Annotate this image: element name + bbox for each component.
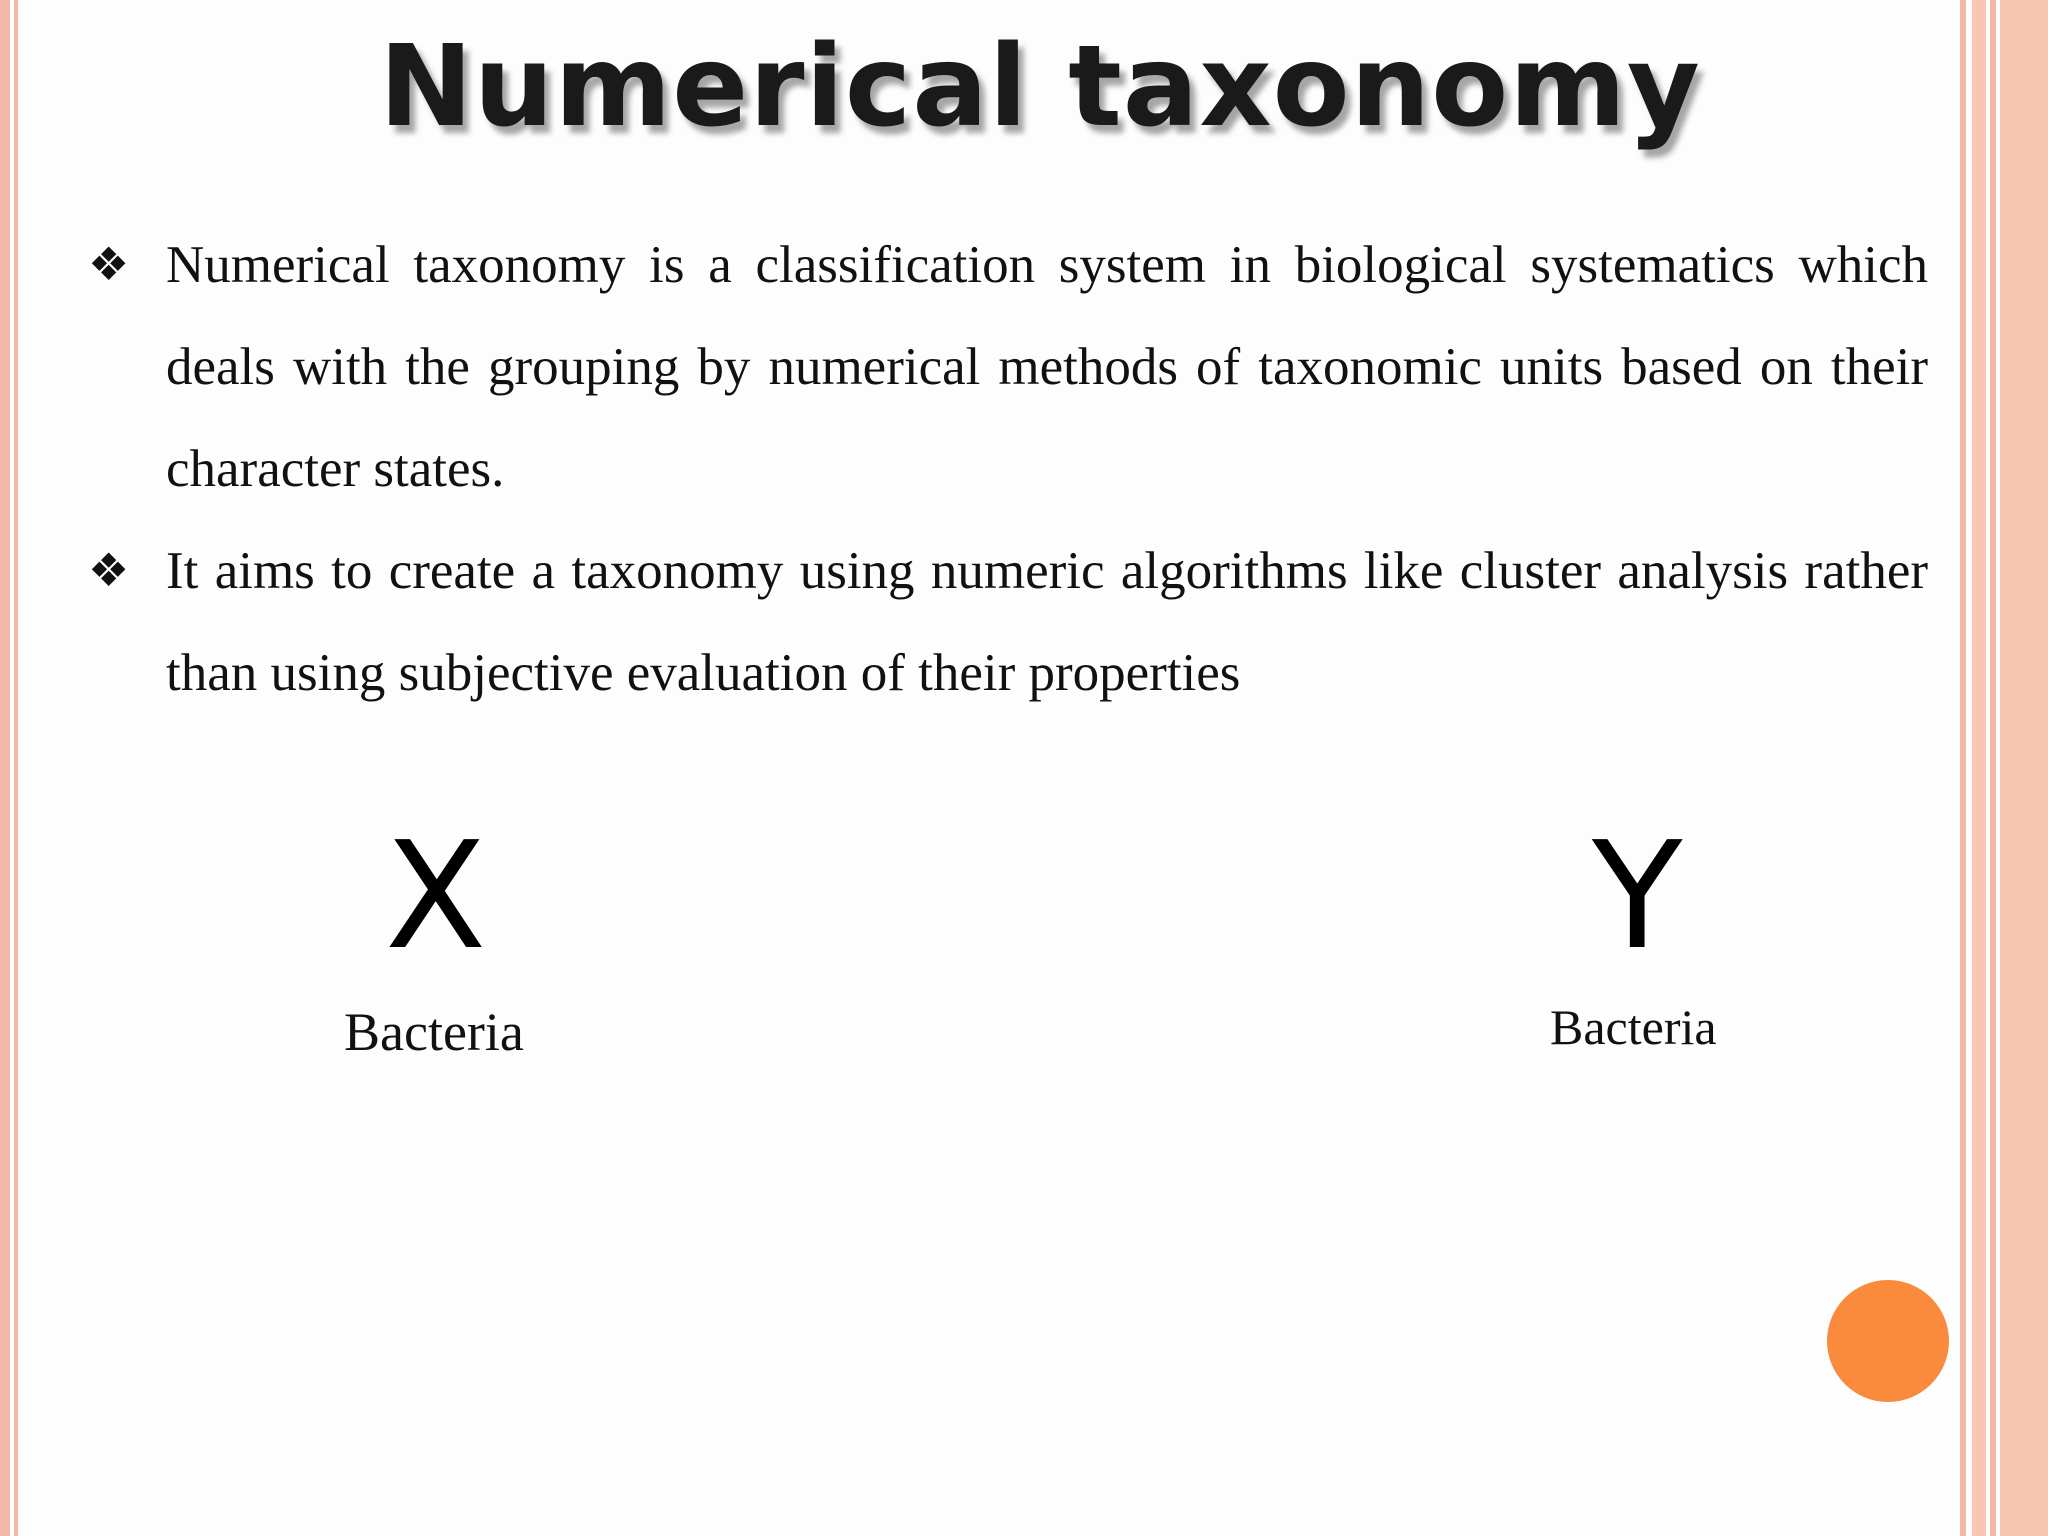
diamond-bullet-icon: ❖ xyxy=(88,239,130,290)
right-border-stripe xyxy=(1960,0,1966,1536)
orange-circle-decoration xyxy=(1827,1280,1949,1402)
organism-caption-y: Bacteria xyxy=(1550,999,1717,1055)
organism-letter-y: Y xyxy=(1592,810,1683,982)
left-border-stripe-thin xyxy=(14,0,18,1536)
diamond-bullet-icon: ❖ xyxy=(88,545,130,596)
organism-letter-x: X xyxy=(385,810,487,982)
organism-caption-x: Bacteria xyxy=(344,1002,524,1062)
right-border-band xyxy=(1972,0,1986,1536)
bullet-text: It aims to create a taxonomy using numeric algorithms like cluster analysis rather than using subjective evaluation of their properties xyxy=(166,542,1928,702)
bullet-item xyxy=(88,520,1928,724)
slide-title: Numerical taxonomy xyxy=(379,22,1701,152)
right-border-stripe-thin xyxy=(1990,0,1996,1536)
bullet-list xyxy=(88,214,1928,724)
bullet-text: Numerical taxonomy is a classification system in biological systematics which deals with the grouping by numerical methods of taxonomic units based on their character states. xyxy=(166,236,1928,498)
left-border-stripe xyxy=(0,0,10,1536)
bullet-item xyxy=(88,214,1928,520)
right-border-band-outer xyxy=(2000,0,2048,1536)
